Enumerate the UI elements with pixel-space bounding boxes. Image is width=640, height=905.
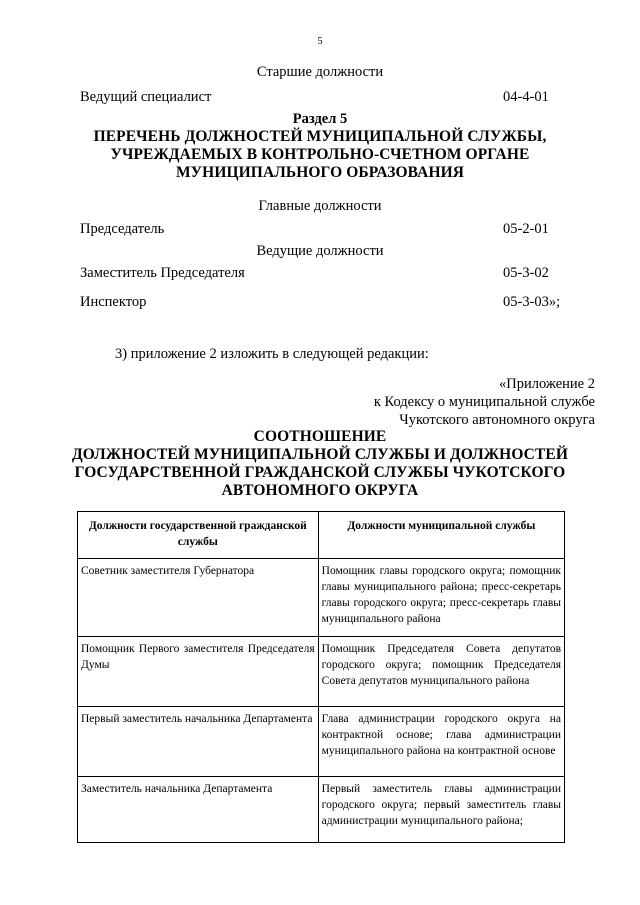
section-heading-line-2: УЧРЕЖДАЕМЫХ В КОНТРОЛЬНО-СЧЕТНОМ ОРГАНЕ xyxy=(110,146,530,163)
group-title-main: Главные должности xyxy=(258,198,382,214)
position-title: Инспектор xyxy=(80,294,147,310)
table-row xyxy=(78,637,565,707)
position-code: 04-4-01 xyxy=(503,89,549,105)
municipal-position-cell: Глава администрации городского округа на контрактной основе; глава администрации муниципального района на контрактной основе xyxy=(318,707,564,777)
correlation-heading-line-3: АВТОНОМНОГО ОКРУГА xyxy=(221,482,419,499)
state-position-cell: Первый заместитель начальника Департамента xyxy=(78,707,319,777)
position-code: 05-3-02 xyxy=(503,265,549,281)
state-position-cell: Советник заместителя Губернатора xyxy=(78,559,319,637)
correlation-table xyxy=(77,511,565,843)
position-title: Председатель xyxy=(80,221,165,237)
municipal-position-cell: Первый заместитель главы администрации городского округа; первый заместитель главы администрации муниципального района; xyxy=(318,777,564,843)
correlation-heading-line-2: ГОСУДАРСТВЕННОЙ ГРАЖДАНСКОЙ СЛУЖБЫ ЧУКОТСКОГО xyxy=(74,464,566,481)
position-title: Ведущий специалист xyxy=(80,89,212,105)
correlation-heading-line-1: ДОЛЖНОСТЕЙ МУНИЦИПАЛЬНОЙ СЛУЖБЫ И ДОЛЖНОСТЕЙ xyxy=(71,446,569,463)
section-label: Раздел 5 xyxy=(292,111,348,127)
appendix-line-2: к Кодексу о муниципальной службе xyxy=(373,394,595,410)
table-row xyxy=(78,559,565,637)
position-code: 05-2-01 xyxy=(503,221,549,237)
position-title: Заместитель Председателя xyxy=(80,265,245,281)
state-position-cell: Помощник Первого заместителя Председателя Думы xyxy=(78,637,319,707)
section-heading-line-3: МУНИЦИПАЛЬНОГО ОБРАЗОВАНИЯ xyxy=(175,164,465,181)
state-position-cell: Заместитель начальника Департамента xyxy=(78,777,319,843)
table-header-municipal: Должности муниципальной службы xyxy=(318,512,564,559)
table-header-state: Должности государственной гражданской службы xyxy=(78,512,319,559)
position-code: 05-3-03»; xyxy=(503,294,561,310)
table-row xyxy=(78,777,565,843)
municipal-position-cell: Помощник главы городского округа; помощник главы муниципального района; пресс-секретарь главы городского округа; пресс-секретарь главы муниципального района xyxy=(318,559,564,637)
group-title-senior: Старшие должности xyxy=(256,64,384,80)
appendix-line-3: Чукотского автономного округа xyxy=(399,412,595,428)
amendment-item-3: 3) приложение 2 изложить в следующей редакции: xyxy=(115,346,429,362)
table-header-row xyxy=(78,512,565,559)
municipal-position-cell: Помощник Председателя Совета депутатов городского округа; помощник Председателя Совета депутатов муниципального района xyxy=(318,637,564,707)
group-title-leading: Ведущие должности xyxy=(256,243,384,259)
appendix-line-1: «Приложение 2 xyxy=(499,376,595,392)
correlation-title: СООТНОШЕНИЕ xyxy=(253,428,387,445)
section-heading-line-1: ПЕРЕЧЕНЬ ДОЛЖНОСТЕЙ МУНИЦИПАЛЬНОЙ СЛУЖБЫ, xyxy=(93,128,547,145)
table-row xyxy=(78,707,565,777)
page-number: 5 xyxy=(317,36,323,47)
